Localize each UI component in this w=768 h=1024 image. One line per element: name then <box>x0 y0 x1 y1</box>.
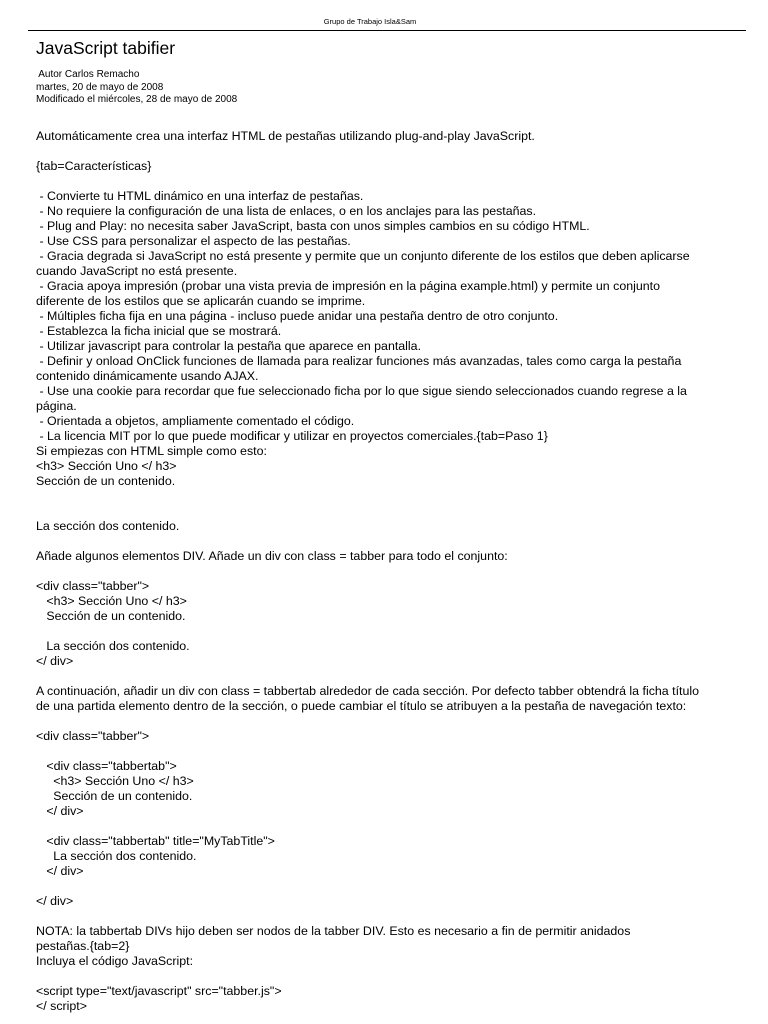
body-text-line: <h3> Sección Uno </ h3> <box>36 594 187 608</box>
author-line: Autor Carlos Remacho <box>36 69 140 80</box>
body-text-line: Si empiezas con HTML simple como esto: <box>36 444 267 458</box>
body-text-line: - No requiere la configuración de una lista de enlaces, o en los anclajes para las pestañas. <box>36 204 537 218</box>
blank-line <box>36 489 726 504</box>
body-text-line: Añade algunos elementos DIV. Añade un div con class = tabber para todo el conjunto: <box>36 549 508 563</box>
body-text-line: - Múltiples ficha fija en una página - incluso puede anidar una pestaña dentro de otro conjunto. <box>36 309 559 323</box>
body-text-line: de una partida elemento dentro de la sección, o puede cambiar el título se atribuyen a la pestaña de navegación texto: <box>36 699 687 713</box>
body-text-line: - Orientada a objetos, ampliamente comentado el código. <box>36 414 355 428</box>
body-text-line: - Utilizar javascript para controlar la pestaña que aparece en pantalla. <box>36 339 422 353</box>
blank-line <box>36 879 726 894</box>
blank-line <box>36 504 726 519</box>
body-text-line: <div class="tabber"> <box>36 579 150 593</box>
body-text-line: pestañas.{tab=2} <box>36 939 130 953</box>
blank-line <box>36 174 726 189</box>
body-text-line: Sección de un contenido. <box>36 474 176 488</box>
article-meta <box>36 69 237 107</box>
header-divider <box>28 30 746 31</box>
body-text-line: - Gracia degrada si JavaScript no está presente y permite que un conjunto diferente de los estilos que deben aplicarse <box>36 249 690 263</box>
body-text-line: NOTA: la tabbertab DIVs hijo deben ser nodos de la tabber DIV. Esto es necesario a fin de permitir anidados <box>36 924 631 938</box>
body-text-line: <h3> Sección Uno </ h3> <box>36 774 194 788</box>
blank-line <box>36 969 726 984</box>
body-text-line: </ script> <box>36 999 87 1013</box>
blank-line <box>36 744 726 759</box>
blank-line <box>36 669 726 684</box>
blank-line <box>36 534 726 549</box>
body-text-line: - Establezca la ficha inicial que se mostrará. <box>36 324 282 338</box>
blank-line <box>36 144 726 159</box>
body-text-line: - Definir y onload OnClick funciones de llamada para realizar funciones más avanzadas, tales como carga la pestaña <box>36 354 682 368</box>
body-text-line: - Use una cookie para recordar que fue seleccionado ficha por lo que sigue siendo seleccionados cuando regrese a la <box>36 384 687 398</box>
blank-line <box>36 819 726 834</box>
blank-line <box>36 624 726 639</box>
body-text-line: La sección dos contenido. <box>36 519 180 533</box>
body-text-line: </ div> <box>36 894 74 908</box>
body-text-line: - Use CSS para personalizar el aspecto de las pestañas. <box>36 234 351 248</box>
body-text-line: </ div> <box>36 654 74 668</box>
modified-date: Modificado el miércoles, 28 de mayo de 2008 <box>36 94 238 105</box>
body-text-line: contenido dinámicamente usando AJAX. <box>36 369 259 383</box>
created-date: martes, 20 de mayo de 2008 <box>36 81 164 93</box>
body-text-line: {tab=Características} <box>36 159 152 173</box>
blank-line <box>36 564 726 579</box>
body-text-line: cuando JavaScript no está presente. <box>36 264 238 278</box>
body-text-line: - Gracia apoya impresión (probar una vista previa de impresión en la página example.html) y permite un conjunto <box>36 279 660 293</box>
body-text-line: - Plug and Play: no necesita saber JavaScript, basta con unos simples cambios en su código HTML. <box>36 219 590 233</box>
body-text-line: <script type="text/javascript" src="tabber.js"> <box>36 984 282 998</box>
body-text-line: La sección dos contenido. <box>36 639 190 653</box>
body-text-line: </ div> <box>36 864 84 878</box>
body-text-line: A continuación, añadir un div con class = tabbertab alrededor de cada sección. Por defecto tabber obtendrá la ficha título <box>36 684 699 698</box>
body-text-line: página. <box>36 399 77 413</box>
body-text-line: </ div> <box>36 804 84 818</box>
body-text-line: - La licencia MIT por lo que puede modificar y utilizar en proyectos comerciales.{tab=Paso 1} <box>36 429 548 443</box>
body-text-line: - Convierte tu HTML dinámico en una interfaz de pestañas. <box>36 189 364 203</box>
body-text-line: Automáticamente crea una interfaz HTML de pestañas utilizando plug-and-play JavaScript. <box>36 129 535 143</box>
page-title: JavaScript tabifier <box>36 38 176 58</box>
blank-line <box>36 714 726 729</box>
body-text-line: Sección de un contenido. <box>36 609 186 623</box>
blank-line <box>36 909 726 924</box>
running-header: Grupo de Trabajo Isla&Sam <box>323 17 417 26</box>
body-text-line: <div class="tabbertab"> <box>36 759 177 773</box>
body-text-line: <h3> Sección Uno </ h3> <box>36 459 177 473</box>
body-text-line: Sección de un contenido. <box>36 789 193 803</box>
body-text-line: <div class="tabber"> <box>36 729 150 743</box>
body-text-line: <div class="tabbertab" title="MyTabTitle"> <box>36 834 275 848</box>
body-text-line: La sección dos contenido. <box>36 849 197 863</box>
body-text-line: Incluya el código JavaScript: <box>36 954 194 968</box>
body-text-line: diferente de los estilos que se aplicarán cuando se imprime. <box>36 294 366 308</box>
article-body <box>36 129 726 1014</box>
